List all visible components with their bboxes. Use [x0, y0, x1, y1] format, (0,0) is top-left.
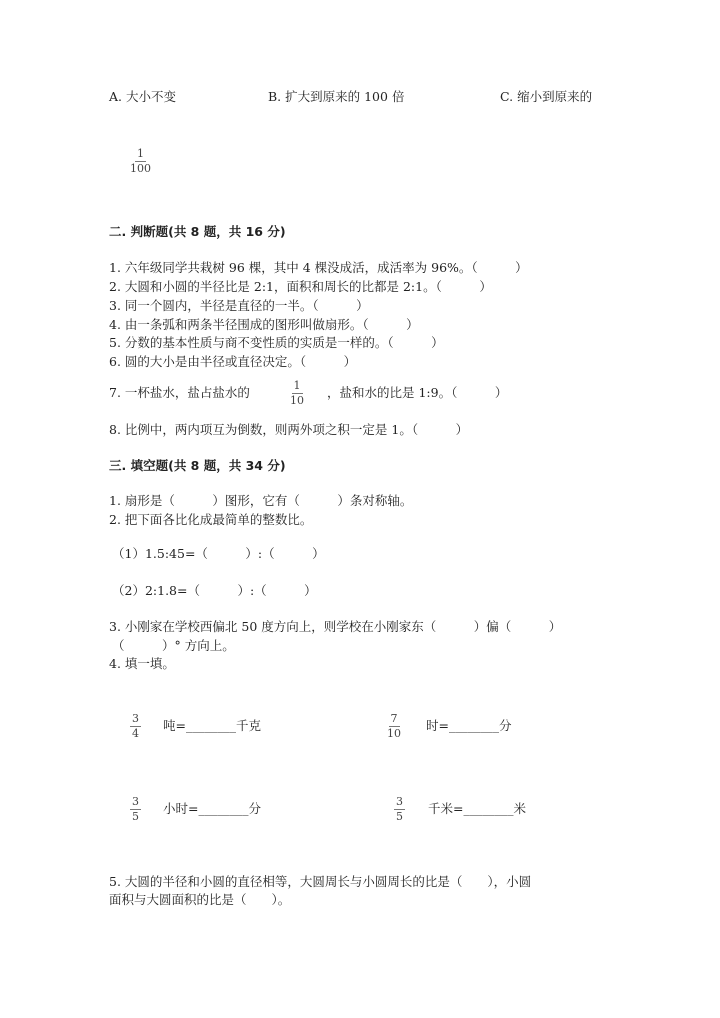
- judge-item: 8. 比例中，两内项互为倒数，则两外项之积一定是 1。（ ）: [109, 422, 469, 437]
- fill-blank-text: 千米=________米: [428, 801, 526, 816]
- fraction-numerator: 1: [293, 379, 301, 392]
- fraction-numerator: 1: [137, 147, 144, 160]
- fraction-numerator: 3: [396, 795, 403, 808]
- judge-item: 3. 同一个圆内，半径是直径的一半。（ ）: [109, 298, 369, 313]
- option-a: A. 大小不变: [109, 89, 176, 104]
- fraction-denominator: 5: [396, 810, 403, 823]
- fraction-denominator: 5: [132, 810, 139, 823]
- fill-q2a: （1）1.5:45=（ ）:（ ）: [112, 546, 325, 561]
- judge-item-7-before: 7. 一杯盐水，盐占盐水的: [109, 385, 250, 400]
- judge-item: 6. 圆的大小是由半径或直径决定。（ ）: [109, 354, 357, 369]
- fill-q3-line1: 3. 小刚家在学校西偏北 50 度方向上，则学校在小刚家东（ ）偏（ ）: [109, 619, 562, 634]
- fill-blank-text: 吨=________千克: [163, 718, 261, 733]
- fraction-numerator: 7: [390, 712, 398, 725]
- fill-fraction: [387, 713, 401, 740]
- fill-fraction: [130, 713, 141, 740]
- fraction-numerator: 3: [132, 712, 139, 725]
- judge-item-7-after: ，盐和水的比是 1:9。（ ）: [327, 385, 508, 400]
- fraction-denominator: 4: [132, 727, 139, 740]
- fill-blank-text: 时=________分: [426, 718, 512, 733]
- option-b: B. 扩大到原来的 100 倍: [268, 89, 405, 104]
- section2-heading: 二. 判断题(共 8 题，共 16 分): [109, 224, 286, 239]
- option-c: C. 缩小到原来的: [500, 89, 593, 104]
- judge-item: 5. 分数的基本性质与商不变性质的实质是一样的。（ ）: [109, 335, 444, 350]
- fill-q2: 2. 把下面各比化成最简单的整数比。: [109, 512, 313, 527]
- judge-item: 4. 由一条弧和两条半径围成的图形叫做扇形。（ ）: [109, 317, 419, 332]
- fill-q5-line1: 5. 大圆的半径和小圆的直径相等，大圆周长与小圆周长的比是（ ），小圆: [109, 874, 532, 889]
- fill-q3-line2: （ ）° 方向上。: [112, 638, 235, 653]
- fill-fraction: [130, 796, 141, 823]
- judge-item: 1. 六年级同学共栽树 96 棵，其中 4 棵没成活，成活率为 96%。（ ）: [109, 260, 528, 275]
- fraction-numerator: 3: [132, 795, 139, 808]
- fraction-denominator: 100: [130, 162, 151, 175]
- option-c-fraction: [130, 148, 151, 175]
- section3-heading: 三. 填空题(共 8 题，共 34 分): [109, 458, 286, 473]
- fill-q1: 1. 扇形是（ ）图形，它有（ ）条对称轴。: [109, 493, 413, 508]
- fill-q5-line2: 面积与大圆面积的比是（ ）。: [109, 892, 291, 907]
- fraction-denominator: 10: [387, 727, 401, 740]
- fill-q4: 4. 填一填。: [109, 656, 175, 671]
- fill-blank-text: 小时=________分: [163, 801, 261, 816]
- judge-item-7-fraction: [290, 380, 304, 407]
- fill-q2b: （2）2:1.8=（ ）:（ ）: [112, 583, 317, 598]
- judge-item: 2. 大圆和小圆的半径比是 2:1，面积和周长的比都是 2:1。（ ）: [109, 279, 492, 294]
- fill-fraction: [394, 796, 405, 823]
- fraction-denominator: 10: [290, 394, 304, 407]
